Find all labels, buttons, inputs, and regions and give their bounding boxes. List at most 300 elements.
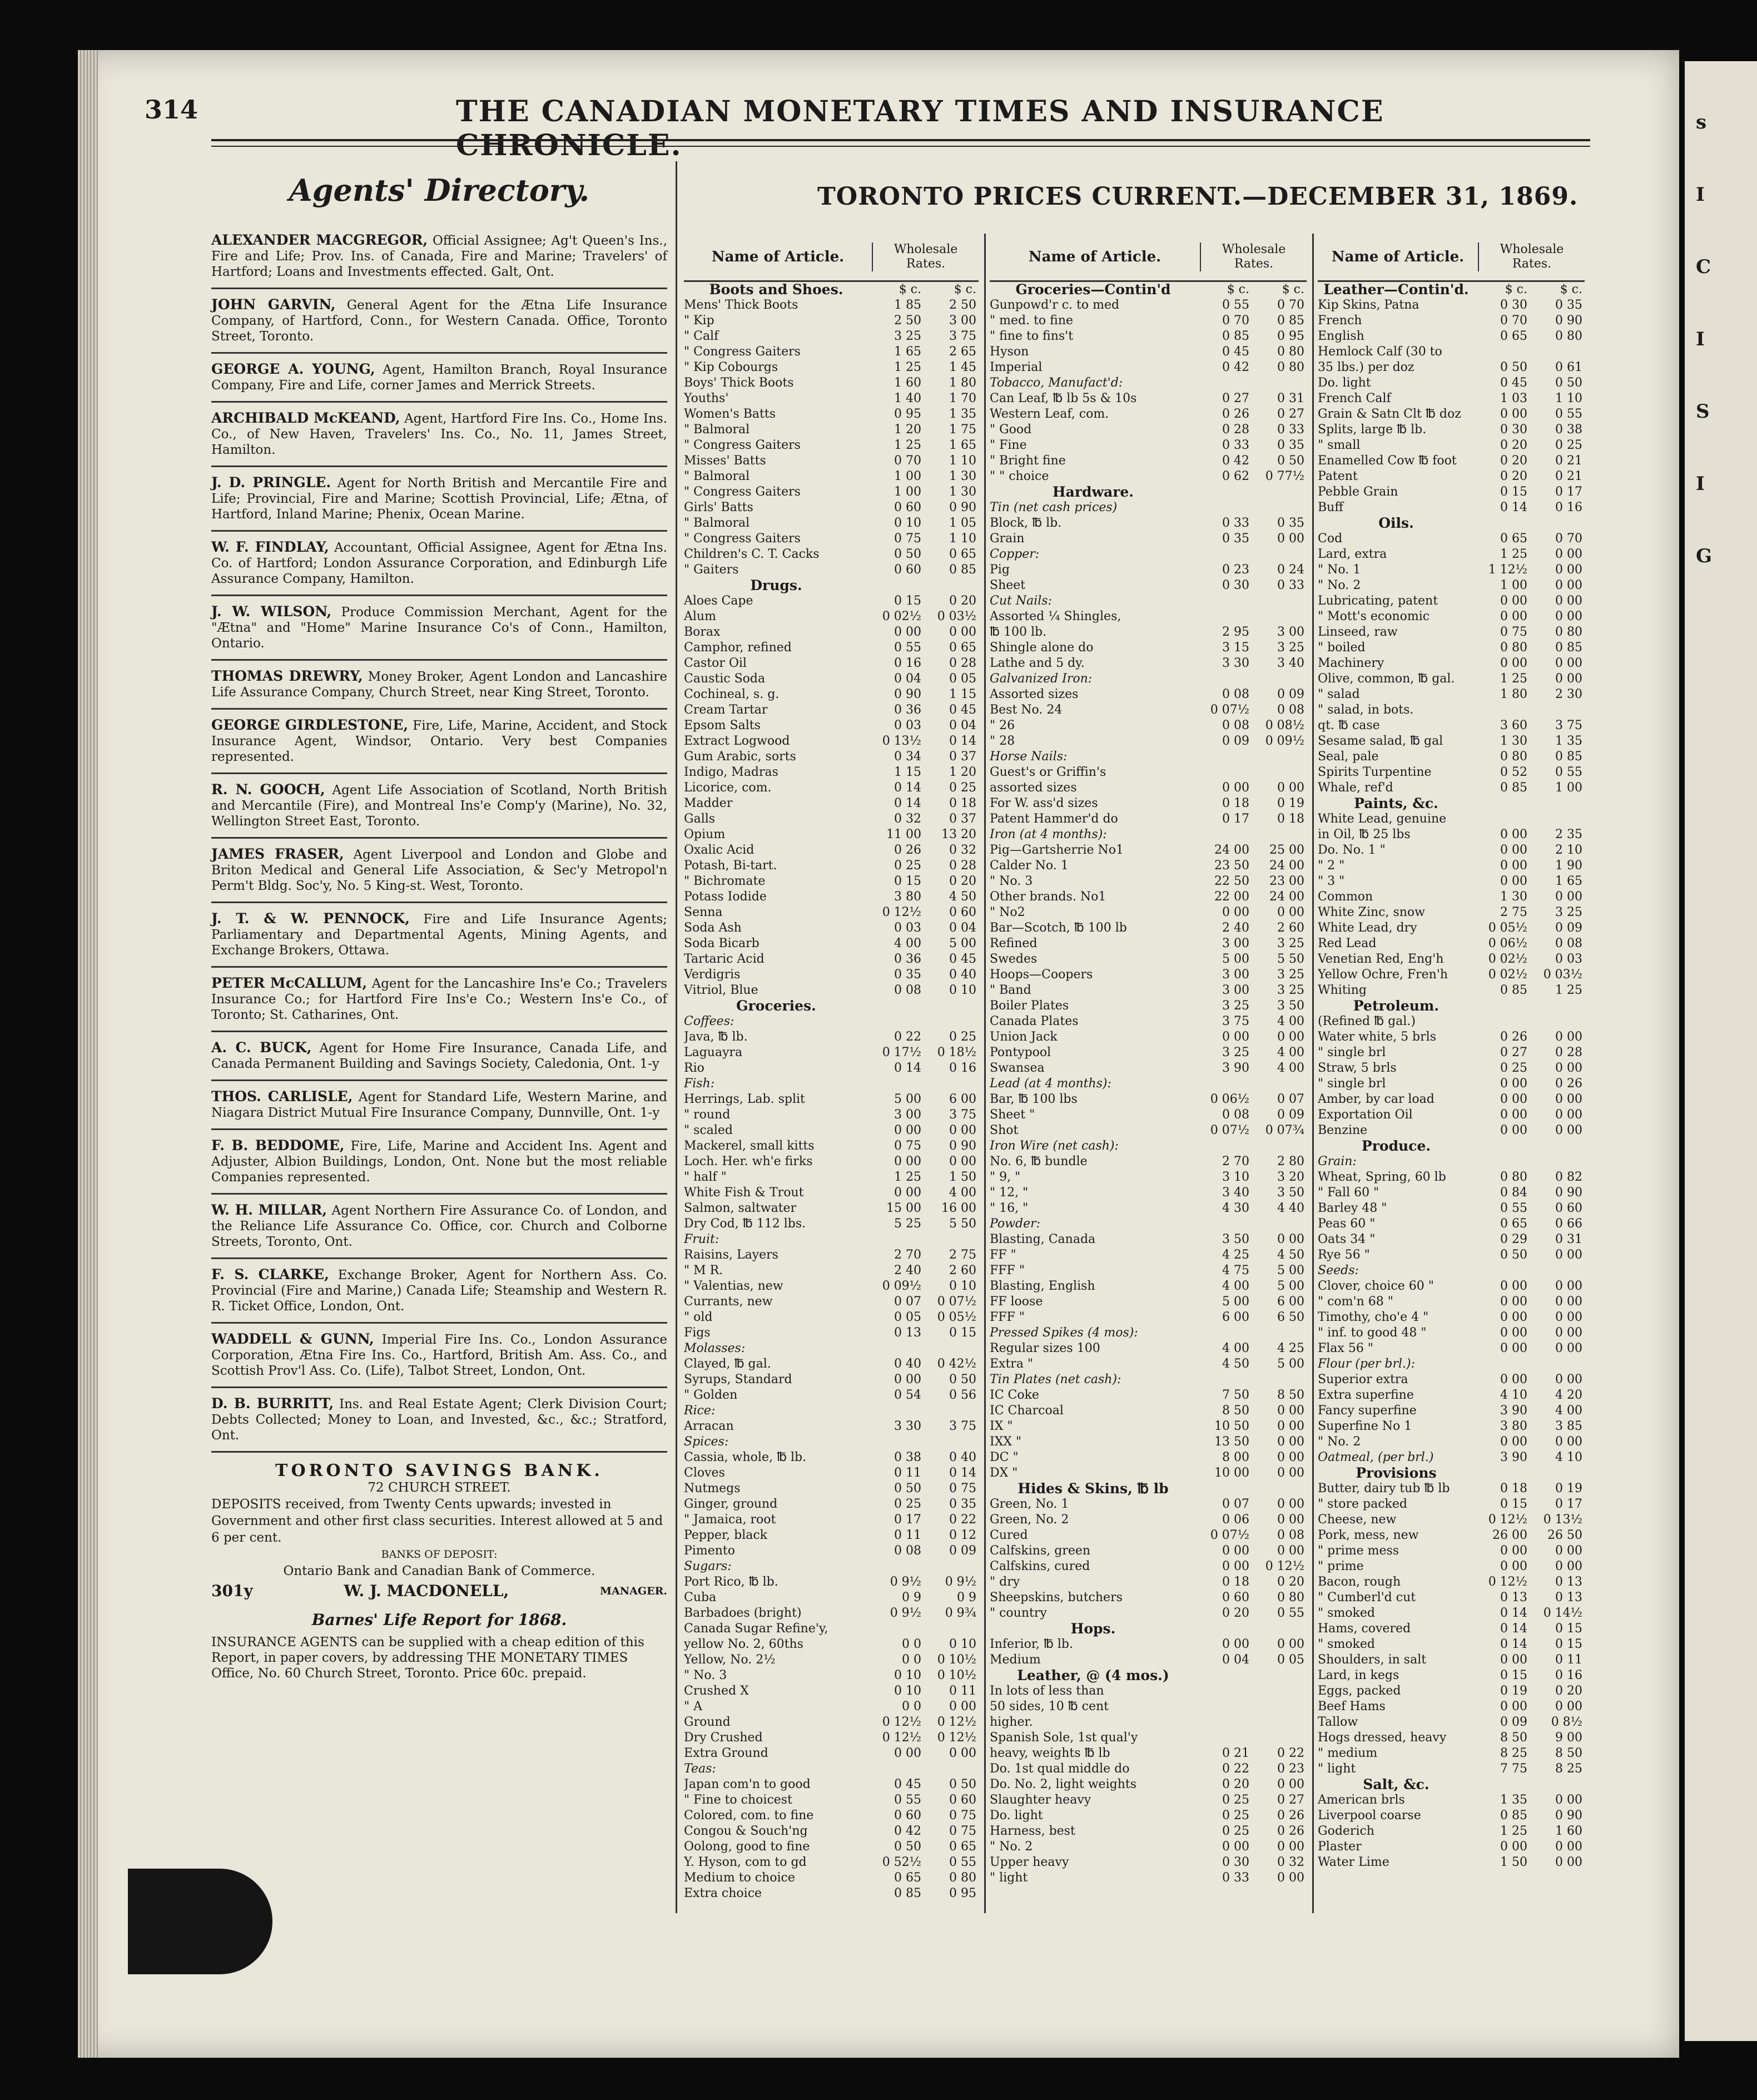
price-row (990, 375, 1307, 391)
price-row (990, 1123, 1307, 1138)
agent-entry (211, 225, 667, 289)
price-low (1197, 765, 1252, 780)
price-row (684, 920, 979, 936)
price-low: 0 00 (1222, 781, 1249, 795)
price-row (1318, 1014, 1585, 1029)
price-high (1252, 1715, 1307, 1730)
price-low: 2 50 (894, 314, 921, 328)
price-row (1318, 422, 1585, 438)
price-high: 0 60 (1555, 1201, 1582, 1215)
price-high: 0 04 (949, 921, 976, 935)
price-row (990, 438, 1307, 453)
agent-name: R. N. GOOCH, (211, 781, 325, 798)
agent-entry (211, 903, 667, 968)
price-row (1318, 625, 1585, 640)
price-low: 0 28 (1222, 423, 1249, 437)
price-high: 0 42½ (937, 1357, 976, 1371)
price-low: 3 90 (1222, 1061, 1249, 1075)
price-low: 0 36 (894, 703, 921, 717)
price-low (1197, 593, 1252, 609)
price-row (1318, 1247, 1585, 1263)
section-heading-row (990, 1481, 1307, 1497)
price-row (1318, 1621, 1585, 1637)
article-name: " Congress Gaiters (684, 438, 801, 452)
price-low: 3 50 (1222, 1232, 1249, 1246)
article-name: White Fish & Trout (684, 1186, 804, 1200)
price-row (1318, 453, 1585, 469)
price-high: 1 50 (949, 1170, 976, 1184)
price-row (1318, 936, 1585, 952)
price-high: 0 90 (949, 501, 976, 514)
price-low: 0 20 (1222, 1606, 1249, 1620)
article-name: Extra Ground (684, 1746, 768, 1760)
price-low: 0 85 (1222, 329, 1249, 343)
article-name: Pork, mess, new (1318, 1528, 1419, 1542)
article-name: Horse Nails: (990, 750, 1068, 764)
price-row (684, 516, 979, 531)
price-row (1318, 1699, 1585, 1715)
price-high: 1 00 (1555, 781, 1582, 795)
agent-name: J. W. WILSON, (211, 603, 332, 620)
price-row (1318, 1730, 1585, 1746)
price-row (1318, 734, 1585, 749)
column-divider (676, 161, 677, 1913)
price-row (684, 889, 979, 905)
price-row (1318, 905, 1585, 920)
price-high (924, 1014, 979, 1029)
agent-name: PETER McCALLUM, (211, 975, 368, 991)
price-high: 5 00 (1277, 1357, 1304, 1371)
price-row (1318, 1185, 1585, 1201)
article-name: Timothy, cho'e 4 " (1318, 1310, 1429, 1324)
price-row (990, 1107, 1307, 1123)
price-row (684, 1559, 979, 1574)
price-low (868, 1434, 924, 1450)
price-low (868, 1403, 924, 1419)
price-row (1318, 1341, 1585, 1356)
price-high: 5 00 (1277, 1279, 1304, 1293)
price-row (1318, 1652, 1585, 1668)
price-high: 0 37 (949, 812, 976, 826)
header-rule-thin (211, 146, 1590, 147)
price-high: 0 00 (1555, 1341, 1582, 1355)
price-high: 0 22 (949, 1513, 976, 1527)
article-name: " inf. to good 48 " (1318, 1326, 1427, 1340)
price-low (1197, 1715, 1252, 1730)
price-row (684, 1886, 979, 1901)
price-row (990, 718, 1307, 734)
agent-text: Agent, Hamilton Branch, Royal Insurance Company, Fire and Life, corner James and Merrick Streets. (211, 363, 668, 393)
price-high: 0 00 (1277, 1232, 1304, 1246)
article-name: " light (990, 1871, 1028, 1885)
price-low: 0 00 (1500, 1341, 1527, 1355)
article-name: " med. to fine (990, 314, 1074, 328)
price-row (684, 1668, 979, 1683)
price-low: 3 00 (894, 1108, 921, 1122)
price-row (684, 375, 979, 391)
price-row (1318, 1170, 1585, 1185)
price-low: 1 25 (894, 438, 921, 452)
price-high: 0 00 (1277, 1777, 1304, 1791)
price-low: 0 14 (894, 1061, 921, 1075)
price-low: 0 06½ (1488, 937, 1527, 950)
agent-text: Agent for Standard Life, Western Marine, and Niagara District Mutual Fire Insurance Company, Dunnville, Ont. 1-y (211, 1090, 667, 1120)
article-name: Tobacco, Manufact'd: (990, 376, 1123, 390)
price-row (990, 578, 1307, 593)
price-row (1318, 780, 1585, 796)
article-name: Swansea (990, 1061, 1045, 1075)
price-row (684, 1761, 979, 1777)
price-high: 6 50 (1277, 1310, 1304, 1324)
price-low: 0 55 (894, 1793, 921, 1807)
article-name: " Good (990, 423, 1032, 437)
price-low (1197, 500, 1252, 516)
article-name: Vitriol, Blue (684, 983, 758, 997)
price-high: 0 45 (949, 952, 976, 966)
price-low: 0 14 (1500, 1622, 1527, 1636)
price-row (990, 1138, 1307, 1154)
agents-directory (211, 167, 667, 1681)
price-row (990, 1465, 1307, 1481)
price-low: 22 00 (1214, 890, 1249, 904)
price-low: 0 45 (1222, 345, 1249, 359)
price-low: 1 35 (1500, 1793, 1527, 1807)
article-name: Flax 56 " (1318, 1341, 1373, 1355)
article-name: " smoked (1318, 1637, 1375, 1651)
price-row (684, 1123, 979, 1138)
article-name: Splits, large ℔ lb. (1318, 423, 1427, 437)
price-row (1318, 1434, 1585, 1450)
price-high: 0 00 (1555, 1793, 1582, 1807)
price-low: 1 00 (1500, 578, 1527, 592)
article-name: " Fall 60 " (1318, 1186, 1379, 1200)
article-name: Flour (per brl.): (1318, 1357, 1416, 1371)
article-name: Yellow Ochre, Fren'h (1318, 968, 1448, 982)
agent-name: W. F. FINDLAY, (211, 539, 329, 555)
article-name: Shingle alone do (990, 641, 1094, 655)
price-low: 7 50 (1222, 1388, 1249, 1402)
price-low: 0 14 (1500, 1637, 1527, 1651)
article-name: Block, ℔ lb. (990, 516, 1062, 530)
price-high: 0 28 (1555, 1046, 1582, 1059)
section-heading-row (684, 282, 979, 298)
article-name: FF loose (990, 1295, 1043, 1309)
agent-text: Accountant, Official Assignee, Agent for Ætna Ins. Co. of Hartford; London Assurance Corporation, and Edinburgh Life Assurance Company, Hamilton. (211, 541, 667, 586)
price-row (990, 983, 1307, 998)
price-low (1197, 1699, 1252, 1715)
price-high: 0 80 (1555, 625, 1582, 639)
article-name: Enamelled Cow ℔ foot (1318, 454, 1457, 468)
price-low: 0 25 (1500, 1061, 1527, 1075)
price-low: 0 16 (894, 656, 921, 670)
article-name: Best No. 24 (990, 703, 1063, 717)
price-row (1318, 1294, 1585, 1310)
price-row (1318, 889, 1585, 905)
article-name: Pimento (684, 1544, 735, 1558)
price-high: 0 50 (949, 1777, 976, 1791)
price-row (684, 1730, 979, 1746)
price-row (990, 827, 1307, 843)
price-low: 0 23 (1222, 563, 1249, 577)
agent-entry (211, 596, 667, 661)
price-low: 4 30 (1222, 1201, 1249, 1215)
price-high: 16 00 (941, 1201, 976, 1215)
price-row (684, 1403, 979, 1419)
price-low: 0 33 (1222, 516, 1249, 530)
price-low: 0 00 (1500, 1092, 1527, 1106)
price-high (1252, 547, 1307, 562)
price-row (990, 625, 1307, 640)
price-row (684, 734, 979, 749)
article-name: Hides & Skins, ℔ lb (1018, 1481, 1169, 1497)
price-row (990, 1559, 1307, 1574)
price-row (990, 843, 1307, 858)
price-low: 10 00 (1214, 1466, 1249, 1480)
price-row (684, 1076, 979, 1092)
price-high: 0 80 (1277, 345, 1304, 359)
price-low: 4 10 (1500, 1388, 1527, 1402)
agent-text: Agent Northern Fire Assurance Co. of London, and the Reliance Life Assurance Co. Office, cor. Church and Colborne Streets, Toronto, Ont. (211, 1203, 667, 1249)
price-row (990, 952, 1307, 967)
price-low: 0 13½ (882, 734, 921, 748)
price-low: 0 20 (1500, 469, 1527, 483)
price-row (990, 391, 1307, 407)
article-name: Hemlock Calf (30 to (1318, 345, 1442, 359)
article-name: Rye 56 " (1318, 1248, 1370, 1262)
price-row (1318, 967, 1585, 983)
article-name: Teas: (684, 1762, 716, 1776)
article-name: Laguayra (684, 1046, 743, 1059)
price-high: 0 65 (949, 1840, 976, 1854)
price-low: 0 50 (894, 547, 921, 561)
price-low: 10 50 (1214, 1419, 1249, 1433)
price-high (924, 1434, 979, 1450)
bank-address: 72 CHURCH STREET. (368, 1480, 511, 1495)
price-low: 0 15 (894, 594, 921, 608)
price-high (1530, 1465, 1585, 1481)
price-high: 4 00 (1277, 1014, 1304, 1028)
price-row (684, 1356, 979, 1372)
agent-text: Money Broker, Agent London and Lancashire Life Assurance Company, Church Street, near King Street, Toronto. (211, 670, 667, 700)
price-high: 0 28 (949, 656, 976, 670)
price-low: 1 50 (1500, 1855, 1527, 1869)
agent-entry (211, 968, 667, 1032)
agent-text: Imperial Fire Ins. Co., London Assurance Corporation, Ætna Fire Ins. Co., Hartford, British Am. Ass. Co., and Scottish Prov'l Ass. Co. (Life), Talbot Street, London, Ont. (211, 1333, 667, 1378)
price-high: 0 75 (949, 1824, 976, 1838)
price-high: 0 19 (1277, 796, 1304, 810)
price-low: 0 75 (1500, 625, 1527, 639)
price-row (1318, 1263, 1585, 1279)
article-name: " light (1318, 1762, 1356, 1776)
article-name: Swedes (990, 952, 1038, 966)
price-low: 0 33 (1222, 438, 1249, 452)
price-high: 0 17 (1555, 1497, 1582, 1511)
price-high: $ c. (1560, 283, 1582, 296)
price-row (1318, 578, 1585, 593)
price-high: 2 50 (949, 298, 976, 312)
price-row (990, 500, 1307, 516)
price-low: 0 00 (1500, 656, 1527, 670)
price-high: 0 00 (949, 625, 976, 639)
article-name: " No. 2 (1318, 578, 1361, 592)
price-row (990, 1185, 1307, 1201)
price-row (684, 609, 979, 625)
article-name: Hoops—Coopers (990, 968, 1093, 982)
price-high (1252, 609, 1307, 625)
price-high: 8 50 (1277, 1388, 1304, 1402)
price-high: 0 50 (1277, 454, 1304, 468)
price-low: 0 21 (1222, 1746, 1249, 1760)
article-name: Benzine (1318, 1123, 1368, 1137)
price-row (1318, 1668, 1585, 1683)
price-low: 3 75 (1222, 1014, 1249, 1028)
price-high: 0 00 (1555, 672, 1582, 686)
price-row (1318, 1325, 1585, 1341)
price-low (868, 998, 924, 1014)
price-row (990, 1247, 1307, 1263)
price-high: 0 00 (1277, 1637, 1304, 1651)
article-name: Slaughter heavy (990, 1793, 1091, 1807)
price-high: 0 38 (1555, 423, 1582, 437)
price-high (1530, 344, 1585, 360)
price-low (868, 1014, 924, 1029)
price-high: 3 25 (1555, 905, 1582, 919)
agent-name: GEORGE GIRDLESTONE, (211, 717, 409, 733)
article-name: Java, ℔ lb. (684, 1030, 748, 1044)
manager-name: W. J. MACDONELL, (344, 1582, 509, 1600)
article-name: Spices: (684, 1435, 729, 1449)
price-row (684, 547, 979, 562)
article-name: Salt, &c. (1363, 1777, 1430, 1792)
price-high: 0 00 (1555, 1123, 1582, 1137)
price-high: 0 27 (1277, 1793, 1304, 1807)
price-high (924, 1621, 979, 1637)
article-name: yellow No. 2, 60ths (684, 1637, 803, 1651)
price-high: 0 25 (1555, 438, 1582, 452)
article-name: Calfskins, cured (990, 1559, 1090, 1573)
price-row (990, 1419, 1307, 1434)
price-high: 4 00 (1277, 1061, 1304, 1075)
price-row (1318, 593, 1585, 609)
price-row (1318, 1279, 1585, 1294)
price-row (684, 1683, 979, 1699)
article-name: DX " (990, 1466, 1018, 1480)
price-high: 2 35 (1555, 828, 1582, 841)
price-high: 1 30 (949, 485, 976, 499)
article-name: " scaled (684, 1123, 733, 1137)
price-low: 0 07½ (1210, 1123, 1249, 1137)
price-low: 3 30 (894, 1419, 921, 1433)
price-high: 0 90 (1555, 1809, 1582, 1822)
price-low: 0 00 (894, 1123, 921, 1137)
price-row (1318, 640, 1585, 656)
article-name: assorted sizes (990, 781, 1077, 795)
article-name: Pig—Gartsherrie No1 (990, 843, 1124, 857)
price-high: 0 10½ (937, 1668, 976, 1682)
price-low: 2 40 (894, 1264, 921, 1277)
price-row (684, 360, 979, 375)
article-name: Hogs dressed, heavy (1318, 1731, 1447, 1745)
price-high (1530, 1356, 1585, 1372)
article-name: Lathe and 5 dy. (990, 656, 1085, 670)
price-low: 0 27 (1222, 392, 1249, 405)
section-heading-row (1318, 282, 1585, 298)
price-row (684, 562, 979, 578)
price-row (684, 1138, 979, 1154)
price-row (1318, 687, 1585, 702)
price-low: 1 25 (1500, 547, 1527, 561)
agent-name: J. T. & W. PENNOCK, (211, 910, 410, 927)
article-name: Do. light (1318, 376, 1371, 390)
price-high: 4 25 (1277, 1341, 1304, 1355)
price-row (684, 1870, 979, 1886)
price-low: 0 30 (1500, 298, 1527, 312)
article-name: No. 6, ℔ bundle (990, 1155, 1088, 1168)
article-name: Barbadoes (bright) (684, 1606, 802, 1620)
price-high: 0 00 (1277, 1030, 1304, 1044)
price-row (1318, 920, 1585, 936)
price-high: 9 00 (1555, 1731, 1582, 1745)
price-high (924, 1232, 979, 1247)
barnes-body: INSURANCE AGENTS can be supplied with a cheap edition of this Report, in paper covers, by addressing THE MONETARY TIMES Office, No. 60 Church Street, Toronto. Price 60c. prepaid. (211, 1635, 644, 1681)
bank-code: 301y (211, 1582, 253, 1600)
article-name: Soda Ash (684, 921, 742, 935)
price-row (1318, 1606, 1585, 1621)
price-low: 3 60 (1500, 719, 1527, 732)
price-high: 2 10 (1555, 843, 1582, 857)
agent-text: Agent for the Lancashire Ins'e Co.; Travelers Insurance Co.; for Hartford Fire Ins'e Co.; Western Ins'e Co., of Toronto; St. Catharines, Ont. (211, 977, 667, 1022)
price-low: 3 25 (894, 329, 921, 343)
price-low: 0 00 (894, 1155, 921, 1168)
price-row (1318, 1497, 1585, 1512)
price-high: 0 40 (949, 968, 976, 982)
agent-name: GEORGE A. YOUNG, (211, 361, 375, 377)
price-low (1475, 811, 1530, 827)
price-high (1252, 749, 1307, 765)
article-name: Common (1318, 890, 1373, 904)
price-row (684, 469, 979, 484)
price-high (1530, 702, 1585, 718)
price-low: 1 80 (1500, 687, 1527, 701)
agent-entry (211, 774, 667, 839)
price-row (990, 796, 1307, 811)
price-row (990, 360, 1307, 375)
article-name: Cochineal, s. g. (684, 687, 780, 701)
article-name: Tin Plates (net cash): (990, 1373, 1121, 1386)
price-row (684, 796, 979, 811)
article-name: " 26 (990, 719, 1015, 732)
price-row (1318, 1590, 1585, 1606)
price-high: 24 00 (1269, 859, 1304, 873)
price-row (684, 765, 979, 780)
article-name: Straw, 5 brls (1318, 1061, 1397, 1075)
price-low: 0 30 (1222, 1855, 1249, 1869)
price-high (1252, 1076, 1307, 1092)
price-high: 0 85 (1555, 750, 1582, 764)
price-row (990, 765, 1307, 780)
article-name: " Kip (684, 314, 714, 328)
article-name: Oolong, good to fine (684, 1840, 810, 1854)
agent-entry (211, 403, 667, 467)
price-low: 0 00 (894, 1186, 921, 1200)
price-low: 3 80 (894, 890, 921, 904)
article-name: Congou & Souch'ng (684, 1824, 808, 1838)
price-low (868, 1341, 924, 1356)
price-high: 0 10 (949, 1279, 976, 1293)
article-name: Dry Crushed (684, 1731, 763, 1745)
price-row (990, 1683, 1307, 1699)
price-high: 4 50 (949, 890, 976, 904)
